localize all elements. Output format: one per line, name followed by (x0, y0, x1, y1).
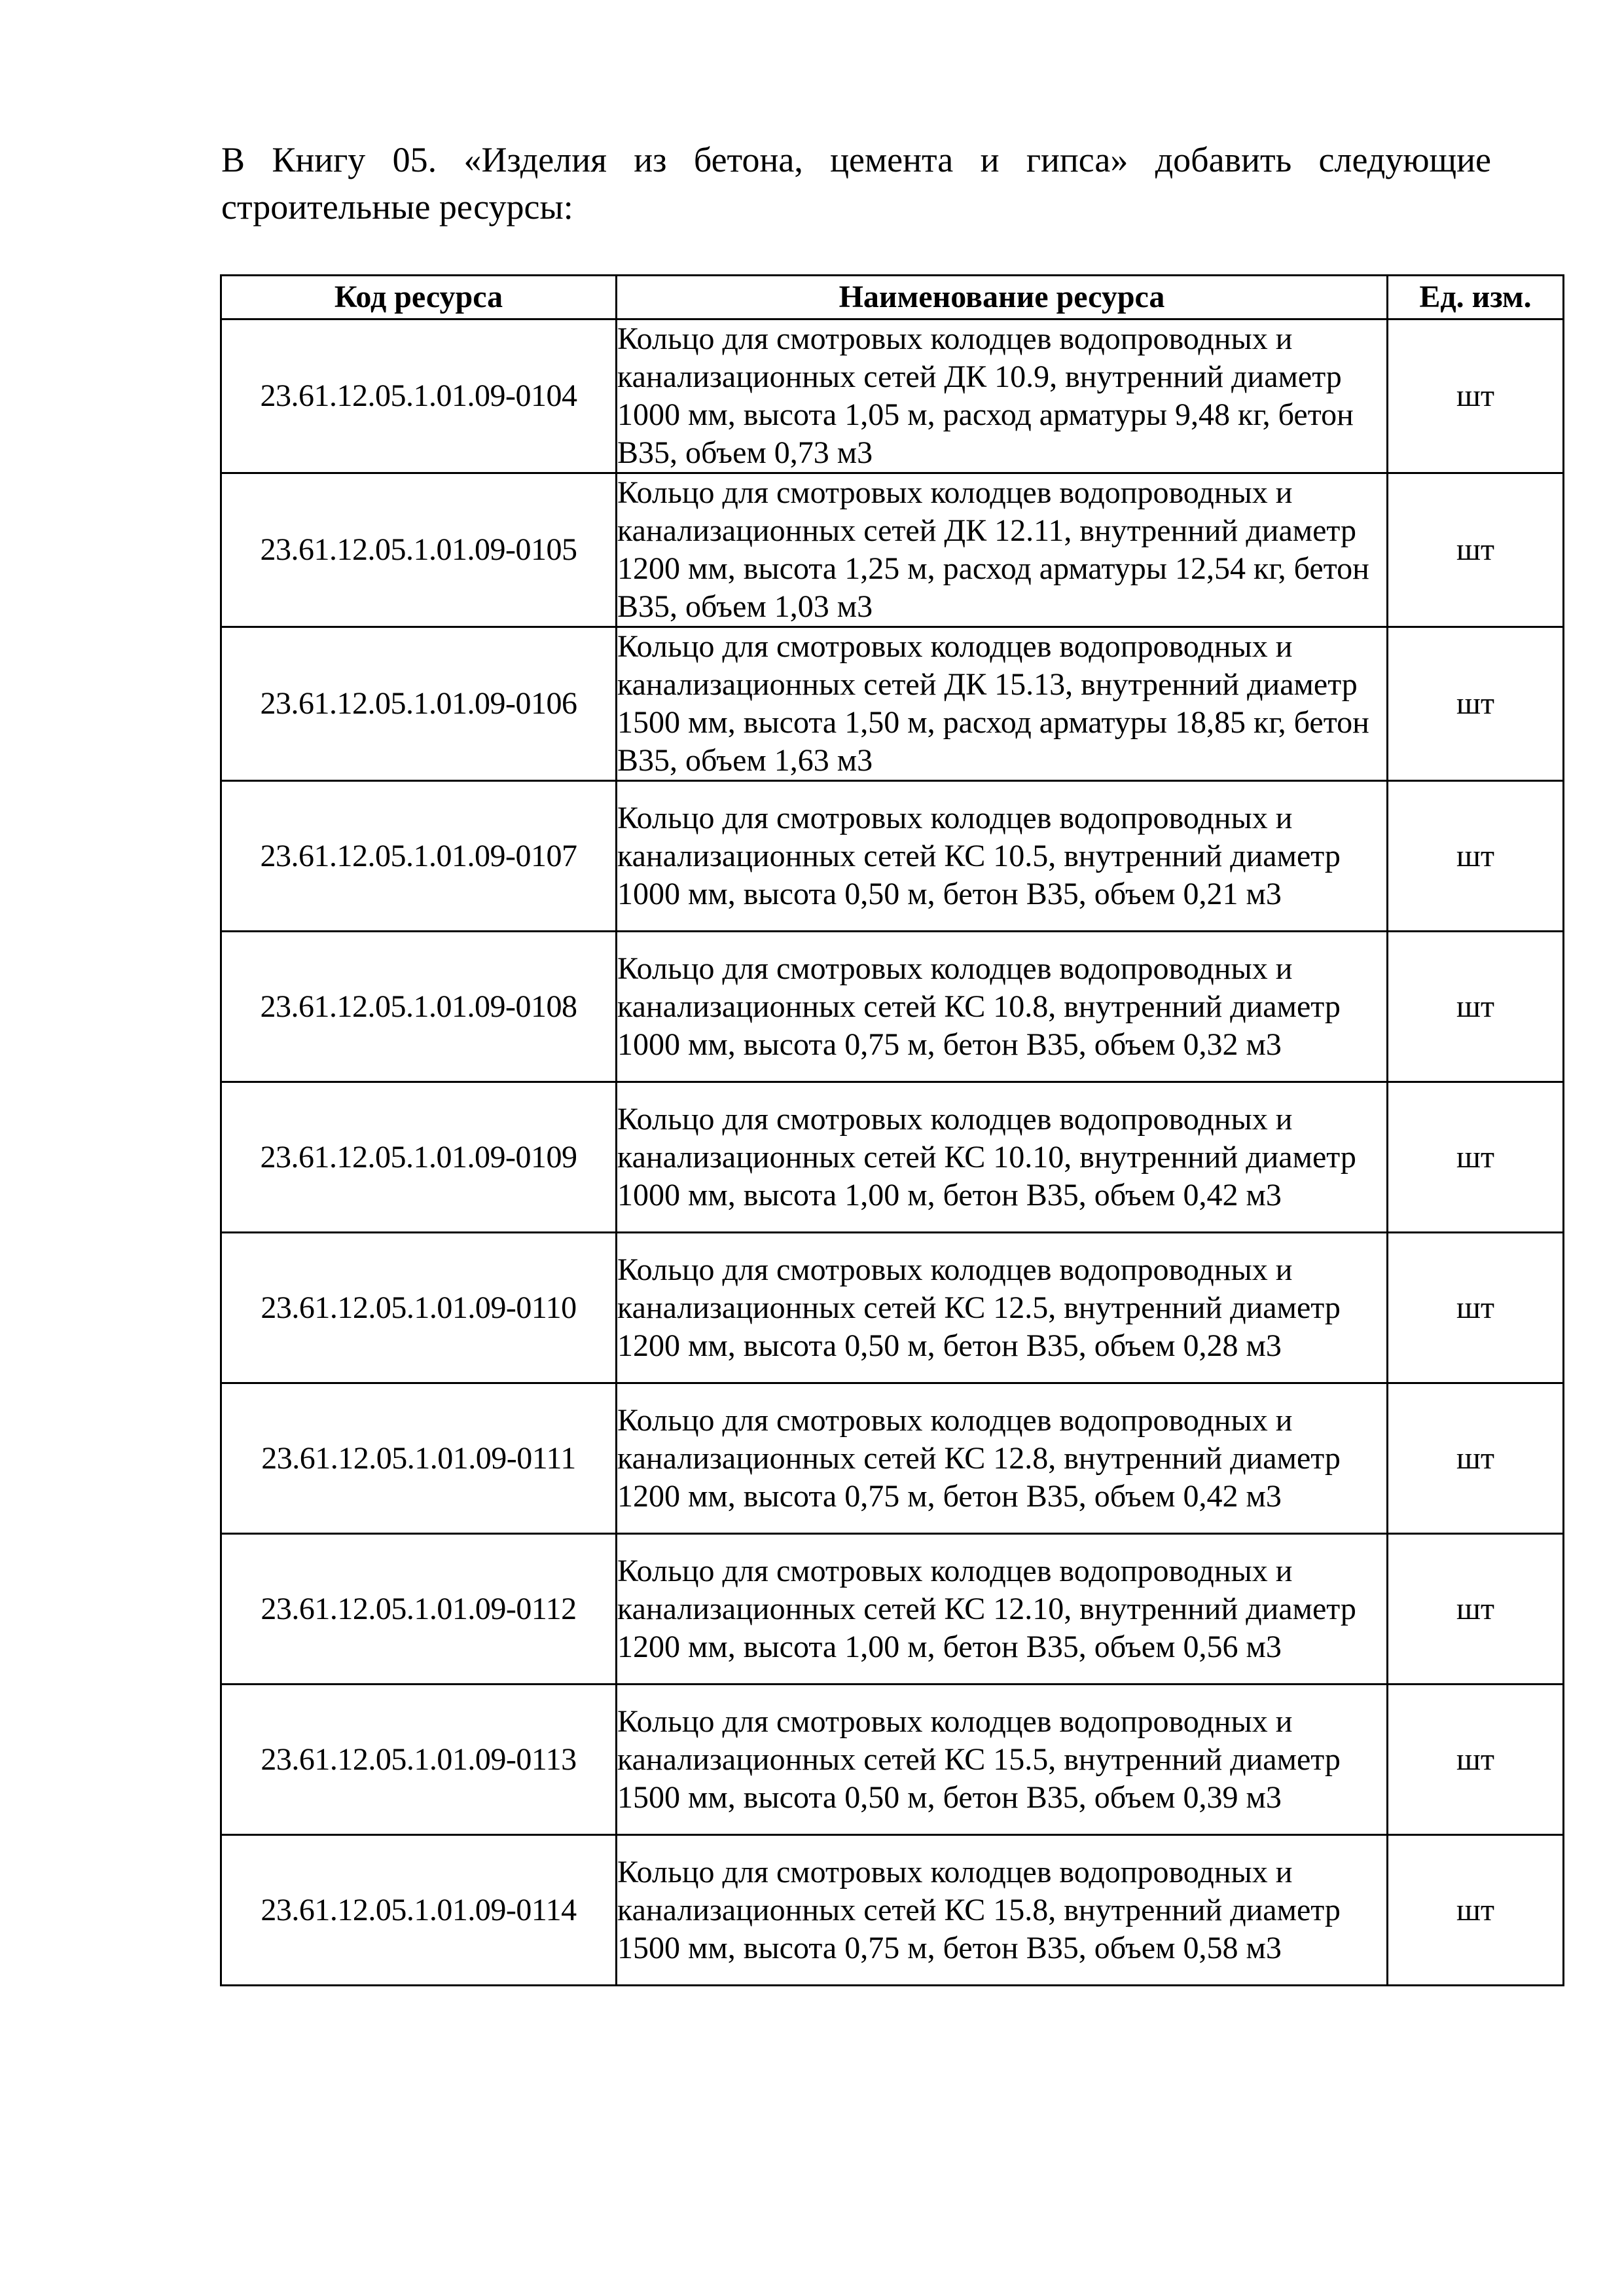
table-row (221, 1685, 1564, 1835)
cell-name: Кольцо для смотровых колодцев водопроводных и канализационных сетей КС 12.5, внутренний диаметр 1200 мм, высота 0,50 м, бетон B35, объем 0,28 м3 (617, 1233, 1388, 1383)
cell-name: Кольцо для смотровых колодцев водопроводных и канализационных сетей ДК 15.13, внутренний диаметр 1500 мм, высота 1,50 м, расход арматуры 18,85 кг, бетон B35, объем 1,63 м3 (617, 627, 1388, 781)
cell-code: 23.61.12.05.1.01.09-0110 (221, 1233, 617, 1383)
cell-code: 23.61.12.05.1.01.09-0106 (221, 627, 617, 781)
cell-code: 23.61.12.05.1.01.09-0112 (221, 1534, 617, 1685)
table-row (221, 1534, 1564, 1685)
cell-unit: шт (1388, 1685, 1564, 1835)
cell-unit: шт (1388, 1835, 1564, 1986)
table-row (221, 781, 1564, 932)
intro-paragraph (221, 136, 1491, 230)
cell-name: Кольцо для смотровых колодцев водопроводных и канализационных сетей КС 10.5, внутренний диаметр 1000 мм, высота 0,50 м, бетон B35, объем 0,21 м3 (617, 781, 1388, 932)
cell-unit: шт (1388, 932, 1564, 1082)
cell-name: Кольцо для смотровых колодцев водопроводных и канализационных сетей КС 10.10, внутренний диаметр 1000 мм, высота 1,00 м, бетон B35, объем 0,42 м3 (617, 1082, 1388, 1233)
table-row (221, 1233, 1564, 1383)
cell-unit: шт (1388, 781, 1564, 932)
cell-code: 23.61.12.05.1.01.09-0105 (221, 473, 617, 627)
table-row (221, 1082, 1564, 1233)
table-header-row (221, 276, 1564, 319)
header-code: Код ресурса (221, 276, 617, 319)
cell-name: Кольцо для смотровых колодцев водопроводных и канализационных сетей КС 15.5, внутренний диаметр 1500 мм, высота 0,50 м, бетон B35, объем 0,39 м3 (617, 1685, 1388, 1835)
table-row (221, 1383, 1564, 1534)
table-row (221, 627, 1564, 781)
cell-name: Кольцо для смотровых колодцев водопроводных и канализационных сетей ДК 12.11, внутренний диаметр 1200 мм, высота 1,25 м, расход арматуры 12,54 кг, бетон B35, объем 1,03 м3 (617, 473, 1388, 627)
cell-unit: шт (1388, 1534, 1564, 1685)
cell-code: 23.61.12.05.1.01.09-0114 (221, 1835, 617, 1986)
cell-unit: шт (1388, 1233, 1564, 1383)
table-row (221, 932, 1564, 1082)
cell-unit: шт (1388, 1082, 1564, 1233)
cell-code: 23.61.12.05.1.01.09-0111 (221, 1383, 617, 1534)
cell-code: 23.61.12.05.1.01.09-0107 (221, 781, 617, 932)
header-name: Наименование ресурса (617, 276, 1388, 319)
intro-line-1: В Книгу 05. «Изделия из бетона, цемента и гипса» добавить следующие (221, 140, 1491, 179)
cell-name: Кольцо для смотровых колодцев водопроводных и канализационных сетей КС 12.8, внутренний диаметр 1200 мм, высота 0,75 м, бетон B35, объем 0,42 м3 (617, 1383, 1388, 1534)
cell-code: 23.61.12.05.1.01.09-0113 (221, 1685, 617, 1835)
table-row (221, 319, 1564, 473)
cell-unit: шт (1388, 1383, 1564, 1534)
cell-unit: шт (1388, 627, 1564, 781)
cell-name: Кольцо для смотровых колодцев водопроводных и канализационных сетей КС 15.8, внутренний диаметр 1500 мм, высота 0,75 м, бетон B35, объем 0,58 м3 (617, 1835, 1388, 1986)
table-row (221, 1835, 1564, 1986)
table-row (221, 473, 1564, 627)
cell-name: Кольцо для смотровых колодцев водопроводных и канализационных сетей КС 12.10, внутренний диаметр 1200 мм, высота 1,00 м, бетон B35, объем 0,56 м3 (617, 1534, 1388, 1685)
cell-code: 23.61.12.05.1.01.09-0104 (221, 319, 617, 473)
cell-code: 23.61.12.05.1.01.09-0109 (221, 1082, 617, 1233)
cell-name: Кольцо для смотровых колодцев водопроводных и канализационных сетей КС 10.8, внутренний диаметр 1000 мм, высота 0,75 м, бетон B35, объем 0,32 м3 (617, 932, 1388, 1082)
header-unit: Ед. изм. (1388, 276, 1564, 319)
cell-unit: шт (1388, 473, 1564, 627)
resources-table (220, 274, 1564, 1986)
cell-code: 23.61.12.05.1.01.09-0108 (221, 932, 617, 1082)
cell-name: Кольцо для смотровых колодцев водопроводных и канализационных сетей ДК 10.9, внутренний диаметр 1000 мм, высота 1,05 м, расход арматуры 9,48 кг, бетон B35, объем 0,73 м3 (617, 319, 1388, 473)
intro-line-2: строительные ресурсы: (221, 187, 573, 227)
cell-unit: шт (1388, 319, 1564, 473)
